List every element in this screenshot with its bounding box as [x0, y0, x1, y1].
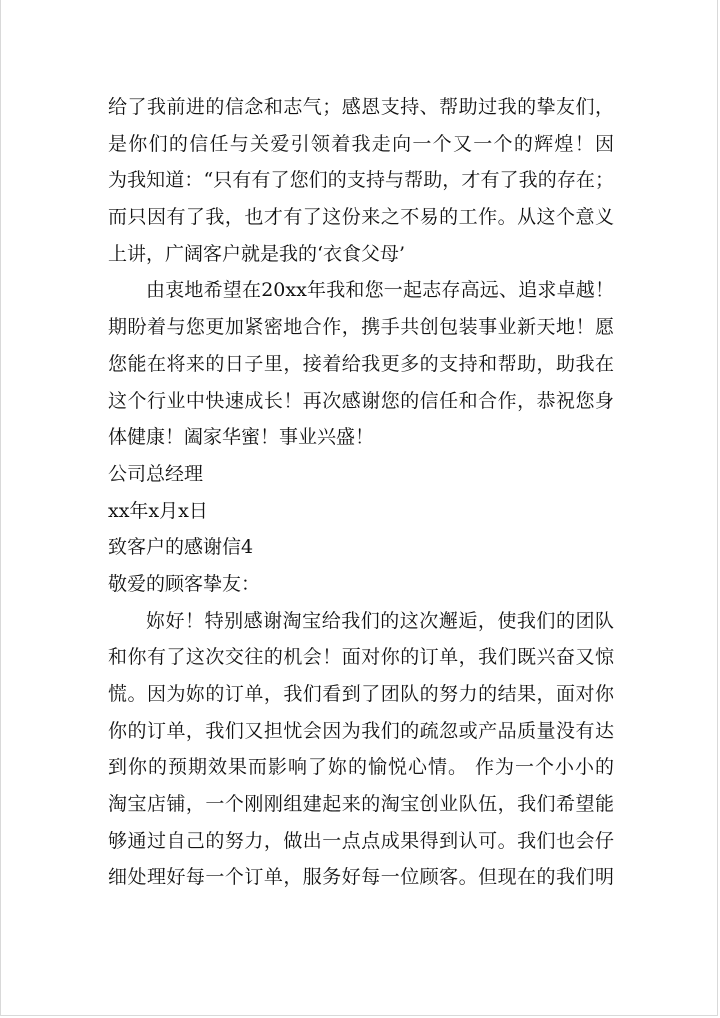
text-line: 给了我前进的信念和志气；感恩支持、帮助过我的挚友们， [108, 96, 614, 118]
text-line: 和你有了这次交往的机会！面对你的订单，我们既兴奋又惊 [108, 646, 614, 669]
paragraph-wishes [108, 272, 614, 455]
letter-date: xx年x月x日 [108, 499, 208, 522]
salutation: 敬爱的顾客挚友： [108, 572, 261, 595]
document-body [108, 89, 614, 896]
text-line: 到你的预期效果而影响了妳的愉悦心情。 作为一个小小的 [108, 756, 614, 779]
text-line: 体健康！阖家华蜜！事业兴盛！ [108, 426, 375, 449]
text-line: 由衷地希望在20xx年我和您一起志存高远、追求卓越！ [146, 279, 614, 302]
text-line: 期盼着与您更加紧密地合作，携手共创包装事业新天地！愿 [108, 316, 614, 339]
text-line: 是你们的信任与关爱引领着我走向一个又一个的辉煌！因 [108, 132, 614, 155]
text-line: 这个行业中快速成长！再次感谢您的信任和合作，恭祝您身 [108, 389, 614, 412]
letter-title: 致客户的感谢信4 [108, 536, 254, 559]
text-line: 淘宝店铺，一个刚刚组建起来的淘宝创业队伍，我们希望能 [108, 793, 614, 816]
text-line: 慌。因为妳的订单，我们看到了团队的努力的结果，面对你 [108, 683, 614, 705]
text-line: 够通过自己的努力，做出一点点成果得到认可。我们也会仔 [108, 829, 614, 852]
text-line: 你的订单，我们又担忧会因为我们的疏忽或产品质量没有达 [108, 719, 614, 742]
text-line: 而只因有了我，也才有了这份来之不易的工作。从这个意义 [108, 206, 614, 229]
signature: 公司总经理 [108, 462, 204, 485]
paragraph-thanks [108, 603, 614, 897]
paragraph-gratitude [108, 89, 614, 272]
text-line: 您能在将来的日子里，接着给我更多的支持和帮助，助我在 [108, 352, 614, 375]
text-line: 妳好！特别感谢淘宝给我们的这次邂逅，使我们的团队 [146, 609, 614, 632]
text-line: 为我知道：“只有有了您们的支持与帮助，才有了我的存在； [108, 169, 614, 192]
text-line: 上讲，广阔客户就是我的‘衣食父母’ [108, 242, 406, 265]
text-line: 细处理好每一个订单，服务好每一位顾客。但现在的我们明 [108, 866, 614, 889]
